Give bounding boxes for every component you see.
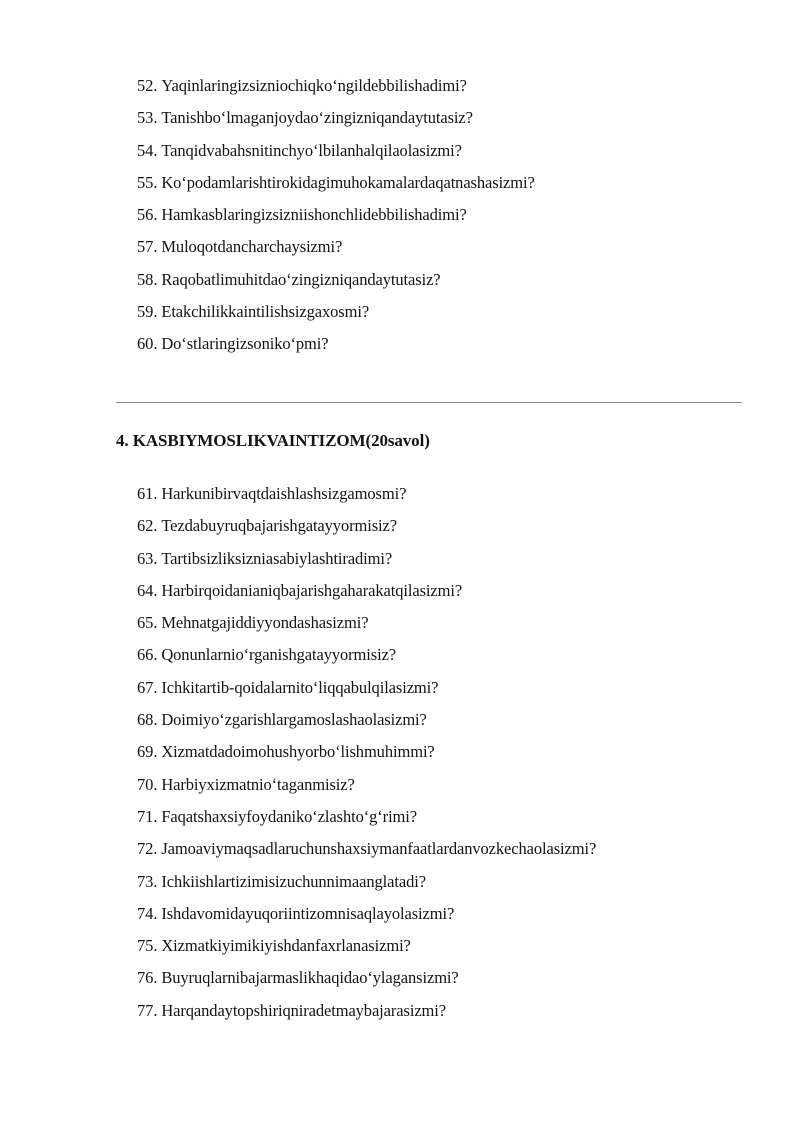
question-number: 60 .	[137, 328, 157, 360]
question-item	[137, 736, 596, 768]
question-item	[137, 866, 596, 898]
question-item	[137, 995, 596, 1027]
question-text: Tartibsizliksizniasabiylashtiradimi?	[161, 548, 393, 568]
question-item	[137, 962, 596, 994]
question-number: 54 .	[137, 135, 157, 167]
question-text: Muloqotdancharchaysizmi?	[161, 237, 343, 257]
question-text: Xizmatkiyimikiyishdanfaxrlanasizmi?	[161, 936, 411, 956]
question-text: Raqobatlimuhitdao‘zingizniqandaytutasiz?	[161, 269, 441, 289]
question-number: 70 .	[137, 769, 157, 801]
question-number: 55 .	[137, 167, 157, 199]
question-number: 69 .	[137, 736, 157, 768]
question-text: Yaqinlaringizsizniochiqko‘ngildebbilishadimi?	[161, 76, 467, 95]
question-item	[137, 478, 596, 510]
question-text: Xizmatdadoimohushyorbo‘lishmuhimmi?	[161, 742, 435, 762]
question-number: 52 .	[137, 70, 157, 102]
question-number: 76 .	[137, 962, 157, 994]
question-text: Harkunibirvaqtdaishlashsizgamosmi?	[161, 484, 407, 503]
question-number: 65 .	[137, 607, 157, 639]
question-number: 67 .	[137, 672, 157, 704]
question-item	[137, 199, 535, 231]
question-text: Hamkasblaringizsizniishonchlidebbilishadimi?	[161, 205, 467, 225]
question-number: 68 .	[137, 704, 157, 736]
question-number: 66 .	[137, 639, 157, 671]
question-text: Harbirqoidanianiqbajarishgaharakatqilasizmi?	[161, 580, 463, 600]
question-text: Etakchilikkaintilishsizgaxosmi?	[161, 302, 370, 322]
question-number: 58 .	[137, 264, 157, 296]
question-text: Harqandaytopshiriqniradetmaybajarasizmi?	[161, 1000, 446, 1020]
question-item	[137, 898, 596, 930]
section-heading: 4. KASBIYMOSLIKVAINTIZOM(20savol)	[116, 431, 430, 450]
question-text: Faqatshaxsiyfoydaniko‘zlashto‘g‘rimi?	[161, 806, 417, 826]
question-item	[137, 231, 535, 263]
question-text: Ko‘podamlarishtirokidagimuhokamalardaqatnashasizmi?	[161, 172, 535, 192]
question-number: 62 .	[137, 510, 157, 542]
question-text: Tanqidvabahsnitinchyo‘lbilanhalqilaolasizmi?	[161, 140, 462, 160]
question-item	[137, 639, 596, 671]
question-text: Ichkitartib-qoidalarnito‘liqqabulqilasizmi?	[161, 677, 439, 697]
question-text: Tezdabuyruqbajarishgatayyormisiz?	[161, 516, 397, 536]
question-number: 53 .	[137, 102, 157, 134]
question-text: Jamoaviymaqsadlaruchunshaxsiymanfaatlardanvozkechaolasizmi?	[161, 839, 597, 859]
question-item	[137, 264, 535, 296]
question-text: Doimiyo‘zgarishlargamoslashaolasizmi?	[161, 710, 427, 730]
question-item	[137, 704, 596, 736]
question-item	[137, 672, 596, 704]
question-number: 73 .	[137, 866, 157, 898]
question-text: Tanishbo‘lmaganjoydao‘zingizniqandaytutasiz?	[161, 108, 473, 128]
question-text: Harbiyxizmatnio‘taganmisiz?	[161, 774, 355, 794]
question-number: 59 .	[137, 296, 157, 328]
question-item	[137, 70, 535, 102]
question-text: Do‘stlaringizsoniko‘pmi?	[161, 334, 329, 354]
question-item	[137, 833, 596, 865]
question-number: 74 .	[137, 898, 157, 930]
question-list-bottom	[137, 478, 596, 1027]
horizontal-divider	[116, 402, 742, 403]
question-number: 64 .	[137, 575, 157, 607]
question-item	[137, 769, 596, 801]
question-number: 77 .	[137, 995, 157, 1027]
question-number: 57 .	[137, 231, 157, 263]
question-text: Mehnatgajiddiyyondashasizmi?	[161, 613, 369, 633]
question-item	[137, 607, 596, 639]
question-text: Buyruqlarnibajarmaslikhaqidao‘ylagansizmi?	[161, 968, 459, 988]
question-item	[137, 801, 596, 833]
question-item	[137, 575, 596, 607]
question-number: 72 .	[137, 833, 157, 865]
question-number: 63 .	[137, 543, 157, 575]
question-list-top	[137, 70, 535, 361]
question-item	[137, 543, 596, 575]
question-item	[137, 102, 535, 134]
question-item	[137, 328, 535, 360]
question-number: 56 .	[137, 199, 157, 231]
question-number: 75 .	[137, 930, 157, 962]
question-item	[137, 510, 596, 542]
question-number: 61 .	[137, 478, 157, 510]
question-item	[137, 135, 535, 167]
question-item	[137, 296, 535, 328]
question-text: Ishdavomidayuqoriintizomnisaqlayolasizmi?	[161, 903, 455, 923]
question-item	[137, 930, 596, 962]
question-text: Ichkiishlartizimisizuchunnimaanglatadi?	[161, 871, 426, 891]
question-number: 71 .	[137, 801, 157, 833]
question-item	[137, 167, 535, 199]
question-text: Qonunlarnio‘rganishgatayyormisiz?	[161, 645, 397, 665]
